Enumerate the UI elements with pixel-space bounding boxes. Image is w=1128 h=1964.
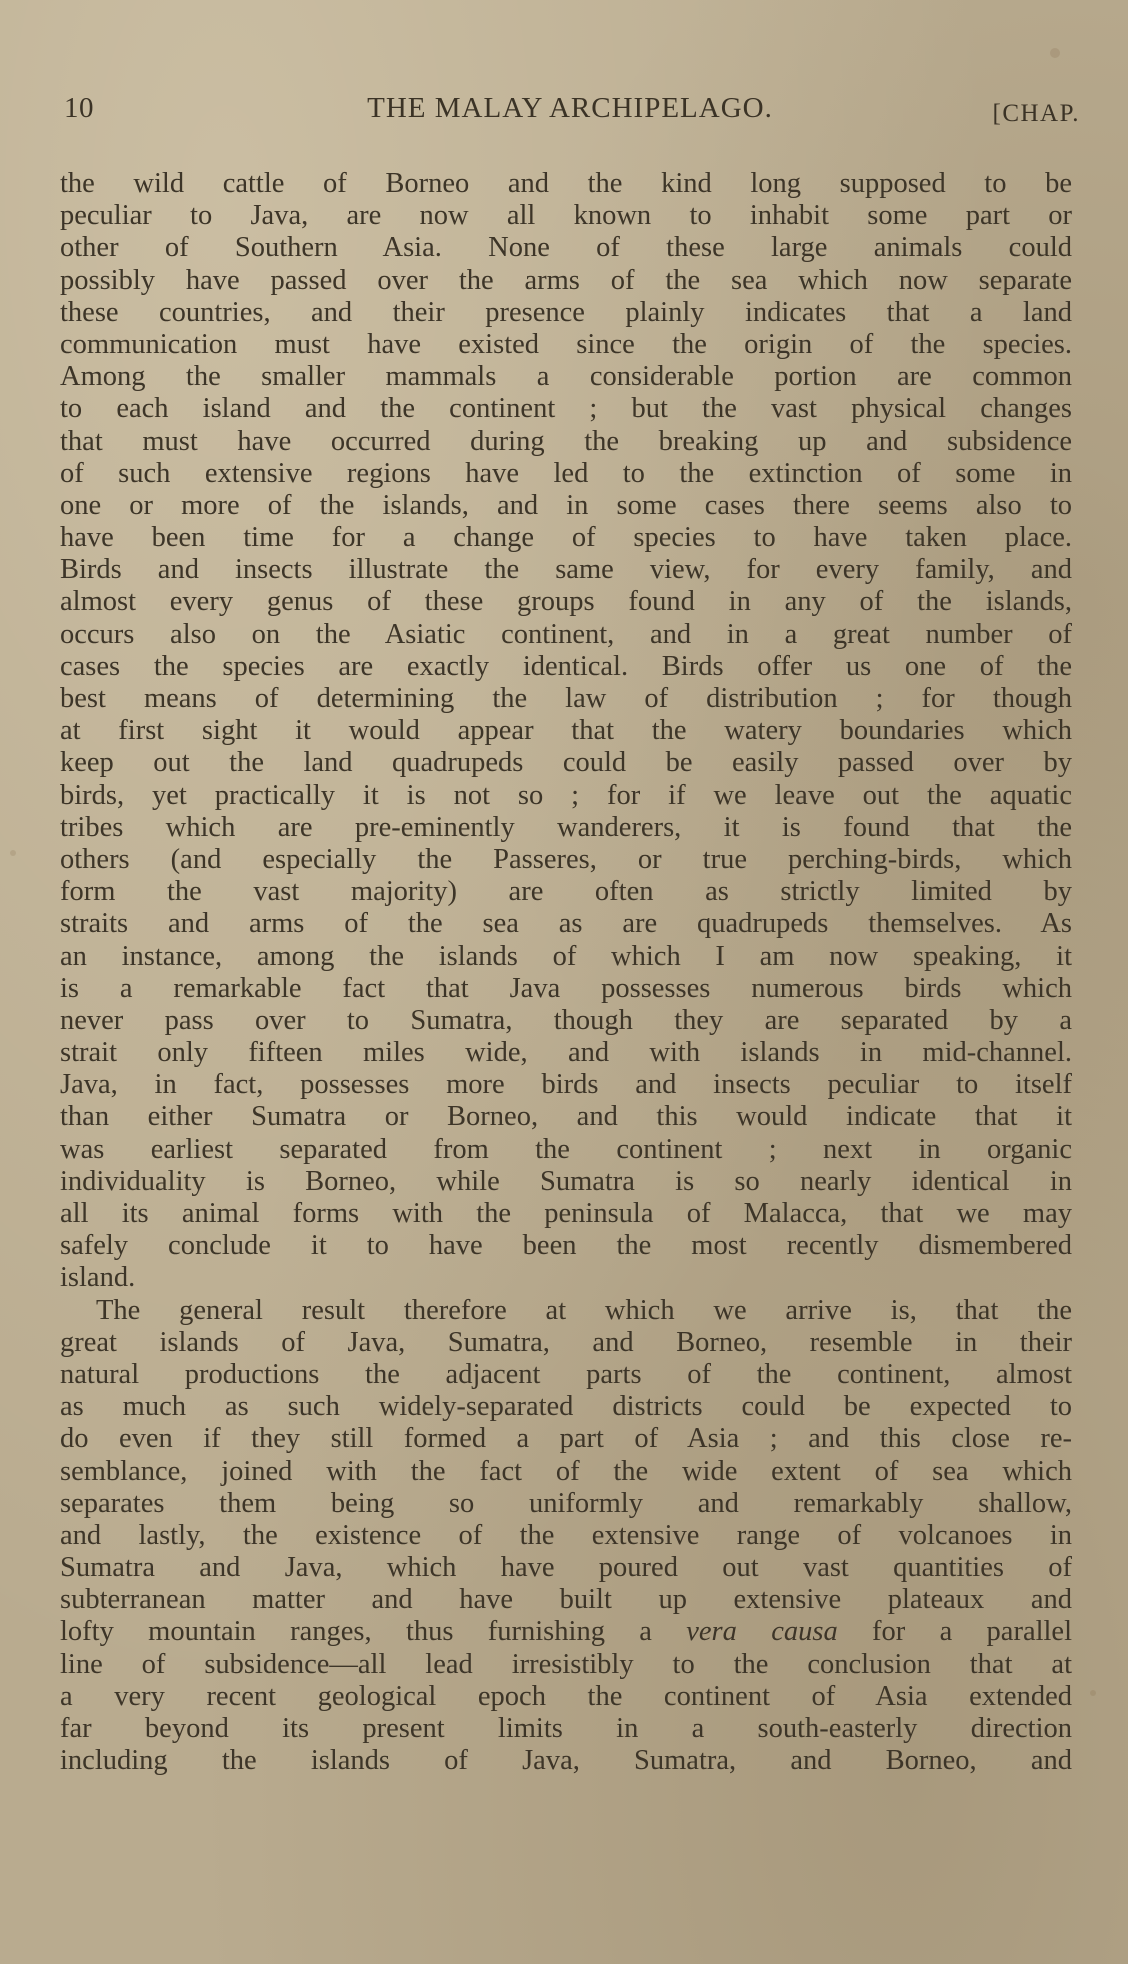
text-line: occurs also on the Asiatic continent, and in a great number of <box>60 618 1072 650</box>
text-line: individuality is Borneo, while Sumatra is so nearly identical in <box>60 1165 1072 1197</box>
text-line: island. <box>60 1262 136 1294</box>
text-line: do even if they still formed a part of Asia ; and this close re- <box>60 1423 1072 1455</box>
text-line: at first sight it would appear that the watery boundaries which <box>60 715 1072 747</box>
text-line: straits and arms of the sea as are quadrupeds themselves. As <box>60 908 1072 940</box>
paper-stain <box>10 850 16 856</box>
text-line: far beyond its present limits in a south-easterly direction <box>60 1713 1072 1744</box>
text-line: great islands of Java, Sumatra, and Borneo, resemble in their <box>60 1326 1072 1358</box>
text-line: than either Sumatra or Borneo, and this would indicate that it <box>60 1101 1072 1133</box>
text-line: others (and especially the Passeres, or true perching-birds, which <box>60 843 1072 875</box>
text-line: a very recent geological epoch the continent of Asia extended <box>60 1680 1072 1712</box>
text-line: and lastly, the existence of the extensive range of volcanoes in <box>60 1519 1072 1551</box>
text-line: line of subsidence—all lead irresistibly to the conclusion that at <box>60 1648 1072 1680</box>
text-line: peculiar to Java, are now all known to inhabit some part or <box>60 200 1072 232</box>
text-line: these countries, and their presence plainly indicates that a land <box>60 296 1072 328</box>
text-line: possibly have passed over the arms of the sea which now separate <box>60 264 1072 296</box>
text-line: The general result therefore at which we arrive is, that the <box>96 1294 1072 1326</box>
running-header <box>60 90 1080 130</box>
text-line: cases the species are exactly identical. Birds offer us one of the <box>60 650 1072 682</box>
text-line: lofty mountain ranges, thus furnishing a vera causa for a parallel <box>60 1616 1072 1648</box>
text-line: that must have occurred during the breaking up and subsidence <box>60 425 1072 457</box>
paper-stain <box>1090 1690 1096 1696</box>
text-line: best means of determining the law of distribution ; for though <box>60 683 1072 714</box>
text-line: all its animal forms with the peninsula of Malacca, that we may <box>60 1198 1072 1229</box>
text-line: have been time for a change of species to have taken place. <box>60 522 1072 554</box>
body-text <box>60 168 1072 1777</box>
text-line: birds, yet practically it is not so ; for if we leave out the aquatic <box>60 779 1072 811</box>
italic-phrase: vera causa <box>686 1616 838 1648</box>
text-line: Among the smaller mammals a considerable portion are common <box>60 361 1072 393</box>
text-line: never pass over to Sumatra, though they are separated by a <box>60 1004 1072 1036</box>
text-line: subterranean matter and have built up extensive plateaux and <box>60 1584 1072 1616</box>
text-line: communication must have existed since the origin of the species. <box>60 328 1072 360</box>
text-line: an instance, among the islands of which I am now speaking, it <box>60 940 1072 972</box>
text-line: semblance, joined with the fact of the wide extent of sea which <box>60 1455 1072 1487</box>
text-line: other of Southern Asia. None of these large animals could <box>60 232 1072 264</box>
text-line: safely conclude it to have been the most recently dismembered <box>60 1230 1072 1262</box>
text-line: separates them being so uniformly and remarkably shallow, <box>60 1487 1072 1519</box>
text-line: Sumatra and Java, which have poured out vast quantities of <box>60 1552 1072 1584</box>
text-line: as much as such widely-separated districts could be expected to <box>60 1391 1072 1423</box>
text-line: including the islands of Java, Sumatra, and Borneo, and <box>60 1745 1072 1777</box>
text-line: almost every genus of these groups found in any of the islands, <box>60 586 1072 618</box>
text-line: strait only fifteen miles wide, and with islands in mid-channel. <box>60 1037 1072 1069</box>
text-line: Birds and insects illustrate the same view, for every family, and <box>60 554 1072 586</box>
text-line: Java, in fact, possesses more birds and insects peculiar to itself <box>60 1069 1072 1101</box>
running-title: THE MALAY ARCHIPELAGO. <box>367 92 773 124</box>
text-line: is a remarkable fact that Java possesses numerous birds which <box>60 972 1072 1004</box>
text-line: tribes which are pre-eminently wanderers, it is found that the <box>60 811 1072 843</box>
text-line: to each island and the continent ; but the vast physical changes <box>60 393 1072 425</box>
text-line: of such extensive regions have led to the extinction of some in <box>60 457 1072 489</box>
paper-stain <box>1050 48 1060 58</box>
text-line: one or more of the islands, and in some cases there seems also to <box>60 489 1072 521</box>
page-number: 10 <box>64 92 94 124</box>
text-line: the wild cattle of Borneo and the kind long supposed to be <box>60 168 1072 199</box>
text-line: keep out the land quadrupeds could be easily passed over by <box>60 747 1072 779</box>
text-line: form the vast majority) are often as strictly limited by <box>60 876 1072 908</box>
text-line: natural productions the adjacent parts of the continent, almost <box>60 1358 1072 1390</box>
text-line: was earliest separated from the continent ; next in organic <box>60 1133 1072 1165</box>
chapter-mark: [CHAP. <box>992 100 1080 127</box>
